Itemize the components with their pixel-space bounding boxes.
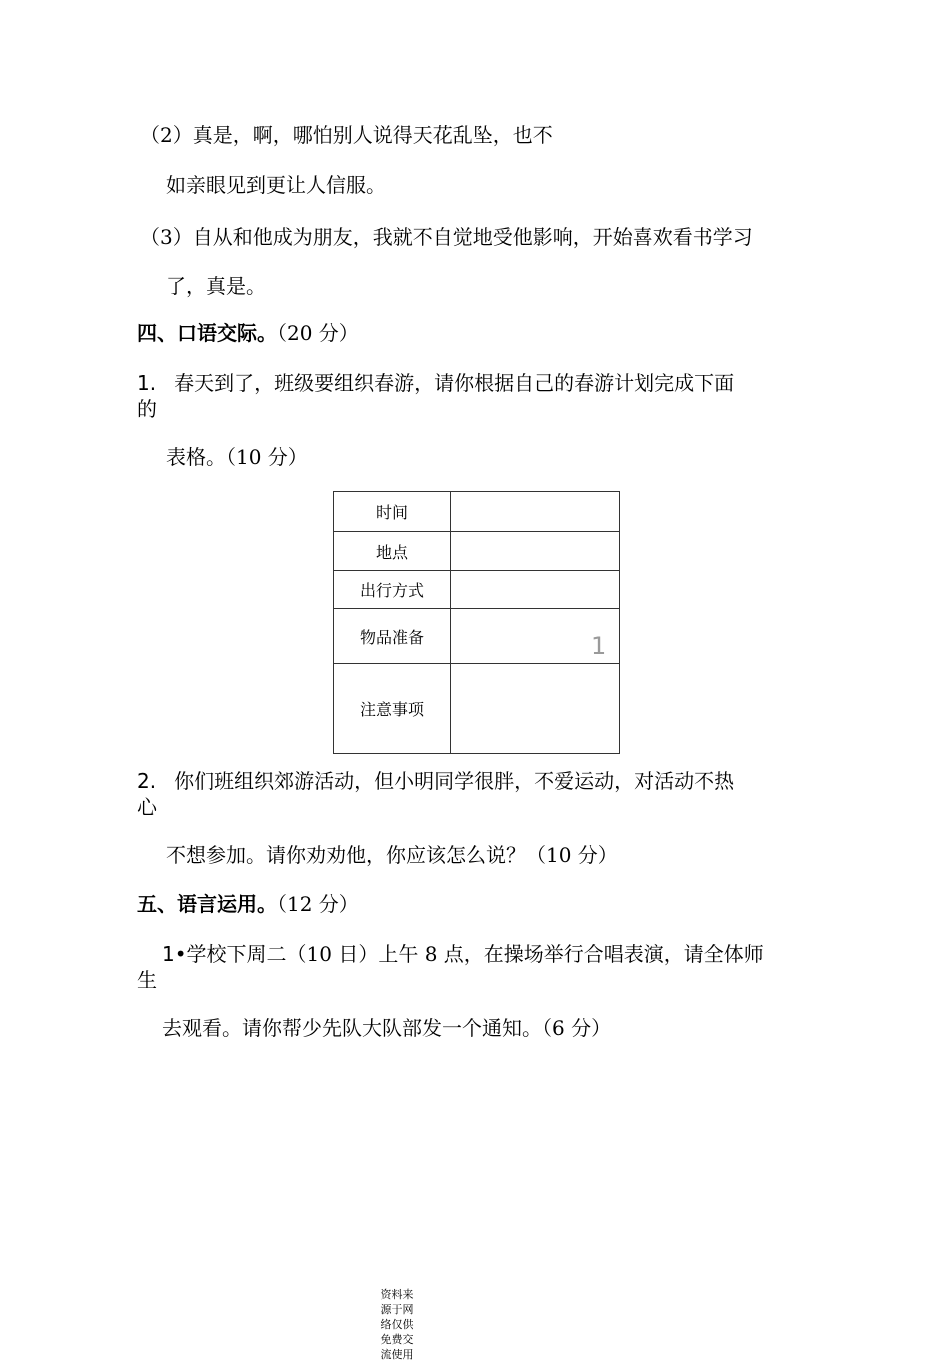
section-5-points: （12 分）	[277, 892, 359, 916]
table-row	[334, 664, 620, 754]
answer-cell-time[interactable]	[451, 492, 620, 532]
question-4-2-number: 2.	[137, 769, 157, 793]
row-label-notes: 注意事项	[334, 664, 451, 754]
question-4-1-line1	[137, 370, 734, 396]
question-3-3-line2: 了，真是。	[166, 274, 266, 298]
question-5-1-text: 学校下周二（10 日）上午 8 点，在操场举行合唱表演，请全体师	[186, 942, 764, 966]
section-4-heading	[137, 320, 359, 346]
answer-cell-notes[interactable]	[451, 664, 620, 754]
table-row	[334, 609, 620, 664]
question-5-1-wrap: 生	[137, 968, 157, 992]
question-4-1-text: 春天到了，班级要组织春游，请你根据自己的春游计划完成下面	[174, 371, 735, 395]
question-4-1-number: 1.	[137, 371, 157, 395]
question-4-1-wrap: 的	[137, 397, 157, 421]
question-4-2-line2: 不想参加。请你劝劝他，你应该怎么说？（10 分）	[166, 843, 618, 867]
section-4-title: 四、口语交际。	[137, 321, 277, 345]
question-4-2-text: 你们班组织郊游活动，但小明同学很胖，不爱运动，对活动不热	[174, 769, 735, 793]
section-5-heading	[137, 891, 359, 917]
question-4-1-line2: 表格。（10 分）	[166, 445, 308, 469]
row-label-time: 时间	[334, 492, 451, 532]
question-5-1-number: 1•	[162, 942, 187, 966]
section-4-points: （20 分）	[277, 321, 359, 345]
question-3-3-line1: （3）自从和他成为朋友，我就不自觉地受他影响，开始喜欢看书学习	[140, 225, 753, 249]
answer-cell-place[interactable]	[451, 532, 620, 571]
question-3-2-line2: 如亲眼见到更让人信服。	[166, 173, 386, 197]
table-row	[334, 532, 620, 571]
question-5-1-line2: 去观看。请你帮少先队大队部发一个通知。（6 分）	[162, 1016, 612, 1040]
section-5-title: 五、语言运用。	[137, 892, 277, 916]
question-5-1-line1	[162, 941, 764, 967]
question-4-2-line1	[137, 768, 734, 794]
table-row	[334, 571, 620, 609]
row-label-supplies: 物品准备	[334, 609, 451, 664]
question-3-2-line1: （2）真是，啊，哪怕别人说得天花乱坠，也不	[140, 123, 553, 147]
page-number: 1	[591, 632, 607, 660]
answer-cell-transport[interactable]	[451, 571, 620, 609]
row-label-place: 地点	[334, 532, 451, 571]
row-label-transport: 出行方式	[334, 571, 451, 609]
table-row	[334, 492, 620, 532]
question-4-2-wrap: 心	[137, 795, 157, 819]
spring-trip-plan-table	[333, 491, 620, 754]
footer-disclaimer: 资料来源于网络仅供免费交流使用	[380, 1288, 414, 1361]
